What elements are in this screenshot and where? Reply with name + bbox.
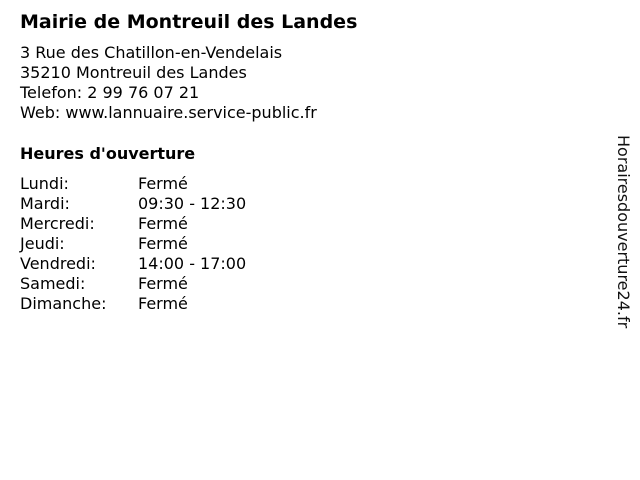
time-value: Fermé <box>138 234 188 253</box>
day-label: Lundi: <box>20 174 69 193</box>
office-address <box>20 43 580 123</box>
hours-row-monday <box>20 174 580 194</box>
hours-row-sunday <box>20 294 580 314</box>
day-label: Vendredi: <box>20 254 96 273</box>
office-card <box>20 10 580 314</box>
street-line: 3 Rue des Chatillon-en-Vendelais <box>20 43 283 62</box>
day-label: Mercredi: <box>20 214 95 233</box>
time-value: Fermé <box>138 274 188 293</box>
day-label: Jeudi: <box>20 234 65 253</box>
day-label: Samedi: <box>20 274 86 293</box>
day-label: Mardi: <box>20 194 70 213</box>
hours-row-thursday <box>20 234 580 254</box>
hours-row-tuesday <box>20 194 580 214</box>
day-label: Dimanche: <box>20 294 107 313</box>
office-title: Mairie de Montreuil des Landes <box>20 11 358 33</box>
opening-hours-table <box>20 174 580 314</box>
time-value: Fermé <box>138 214 188 233</box>
site-watermark: Horairesdouverture24.fr <box>614 135 633 329</box>
opening-hours-heading: Heures d'ouverture <box>20 144 196 163</box>
time-value: Fermé <box>138 174 188 193</box>
time-value: 14:00 - 17:00 <box>138 254 247 273</box>
time-value: Fermé <box>138 294 188 313</box>
hours-row-friday <box>20 254 580 274</box>
city-line: 35210 Montreuil des Landes <box>20 63 247 82</box>
hours-row-saturday <box>20 274 580 294</box>
hours-row-wednesday <box>20 214 580 234</box>
time-value: 09:30 - 12:30 <box>138 194 247 213</box>
web-line: Web: www.lannuaire.service-public.fr <box>20 103 317 122</box>
phone-line: Telefon: 2 99 76 07 21 <box>20 83 200 102</box>
